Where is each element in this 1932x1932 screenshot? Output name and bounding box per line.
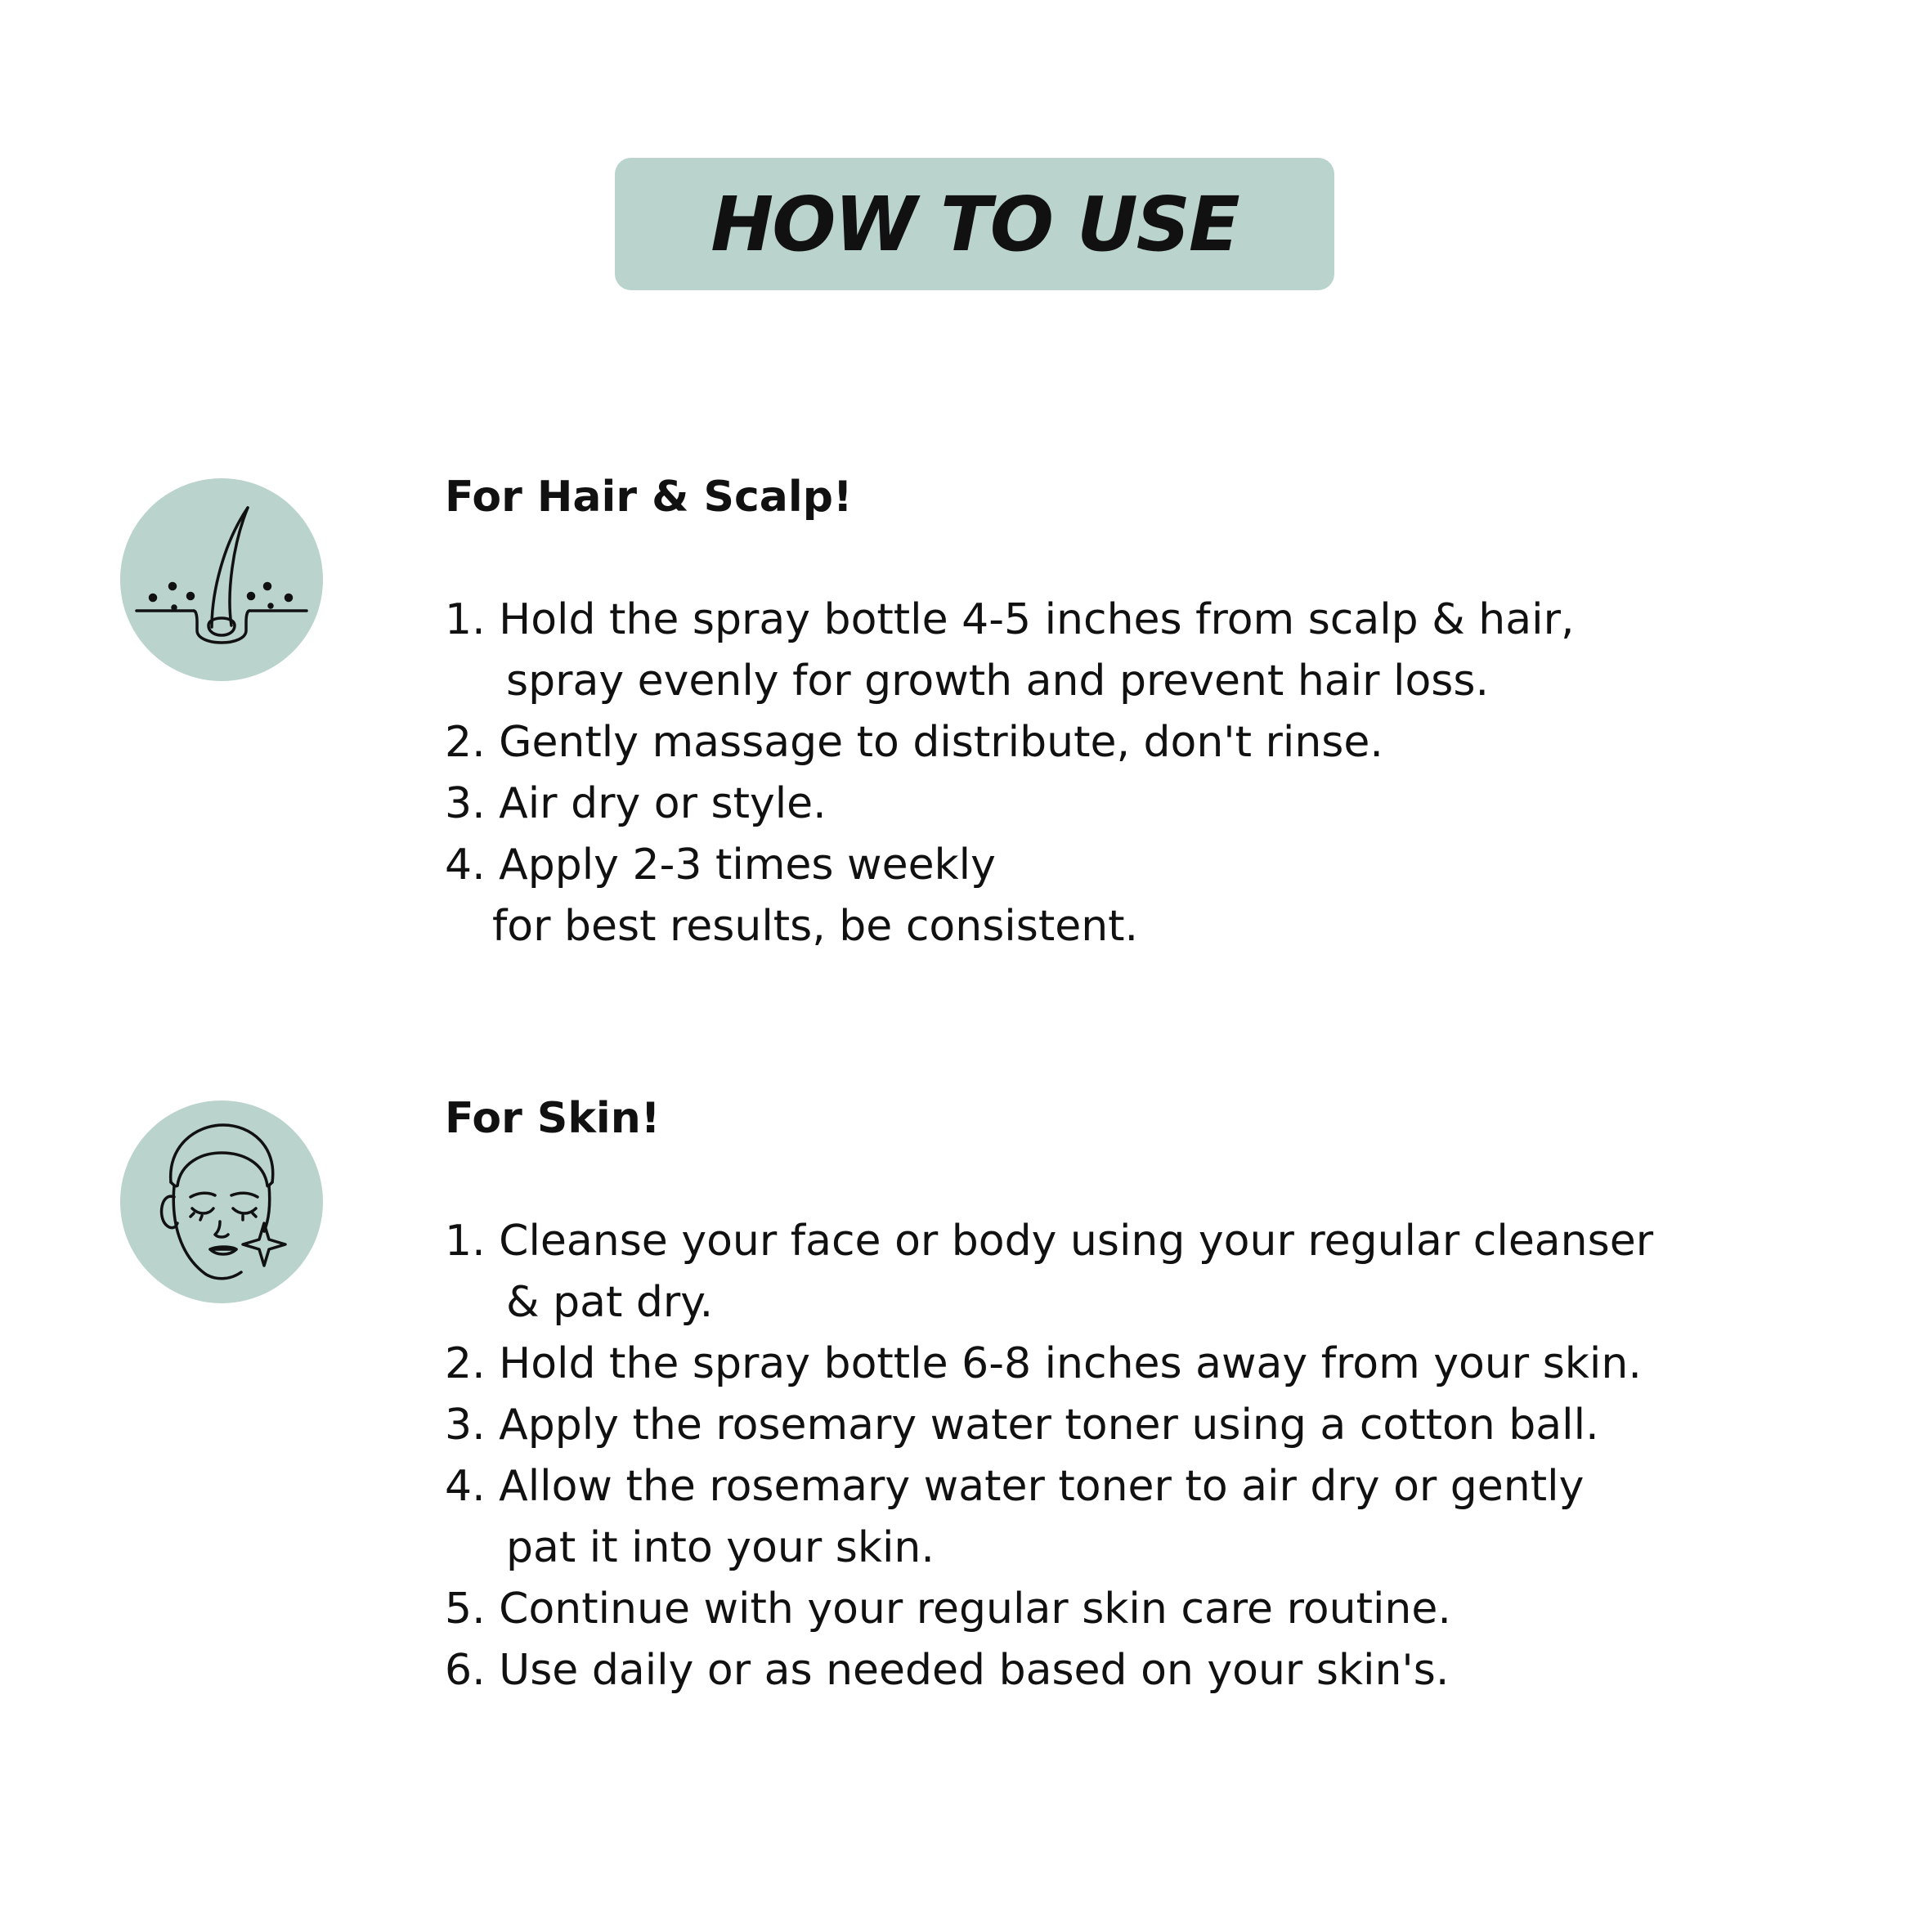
title-banner	[615, 158, 1334, 290]
skin-step-5	[445, 1579, 1884, 1640]
hair-step-1	[445, 589, 1884, 712]
hair-step-3	[445, 773, 1884, 835]
skin-section	[445, 1087, 1884, 1701]
skin-step-4	[445, 1456, 1884, 1579]
page-title: HOW TO USE	[710, 180, 1239, 268]
hair-step-1-line1: 1. Hold the spray bottle 4-5 inches from scalp & hair,	[445, 595, 1575, 644]
skin-step-1-line1: 1. Cleanse your face or body using your regular cleanser	[445, 1217, 1654, 1266]
hair-step-1-line2: spray evenly for growth and prevent hair loss.	[506, 657, 1489, 706]
hair-step-4	[445, 835, 1884, 957]
skin-step-2	[445, 1334, 1884, 1395]
skin-step-4-line1: 4. Allow the rosemary water toner to air dry or gently	[445, 1462, 1585, 1511]
skin-step-2-line1: 2. Hold the spray bottle 6-8 inches away from your skin.	[445, 1339, 1642, 1388]
skin-step-1	[445, 1211, 1884, 1334]
hair-scalp-section	[445, 466, 1884, 957]
skin-step-6-line1: 6. Use daily or as needed based on your skin's.	[445, 1646, 1450, 1695]
skin-step-4-line2: pat it into your skin.	[506, 1523, 935, 1572]
hair-icon-badge	[120, 478, 323, 681]
hair-section-heading: For Hair & Scalp!	[445, 473, 853, 522]
face-skincare-icon	[120, 1100, 323, 1303]
skin-step-1-line2: & pat dry.	[506, 1278, 714, 1327]
skin-step-3-line1: 3. Apply the rosemary water toner using a cotton ball.	[445, 1401, 1599, 1450]
hair-step-2	[445, 712, 1884, 773]
hair-step-4-line1: 4. Apply 2-3 times weekly	[445, 840, 996, 890]
hair-step-4-line2: for best results, be consistent.	[492, 902, 1139, 951]
hair-step-3-line1: 3. Air dry or style.	[445, 779, 827, 828]
skin-step-6	[445, 1640, 1884, 1701]
skin-step-3	[445, 1395, 1884, 1456]
hair-step-2-line1: 2. Gently massage to distribute, don't rinse.	[445, 718, 1383, 767]
skin-icon-badge	[120, 1100, 323, 1303]
skin-step-5-line1: 5. Continue with your regular skin care routine.	[445, 1585, 1451, 1634]
hair-follicle-icon	[120, 478, 323, 681]
skin-section-heading: For Skin!	[445, 1094, 661, 1143]
